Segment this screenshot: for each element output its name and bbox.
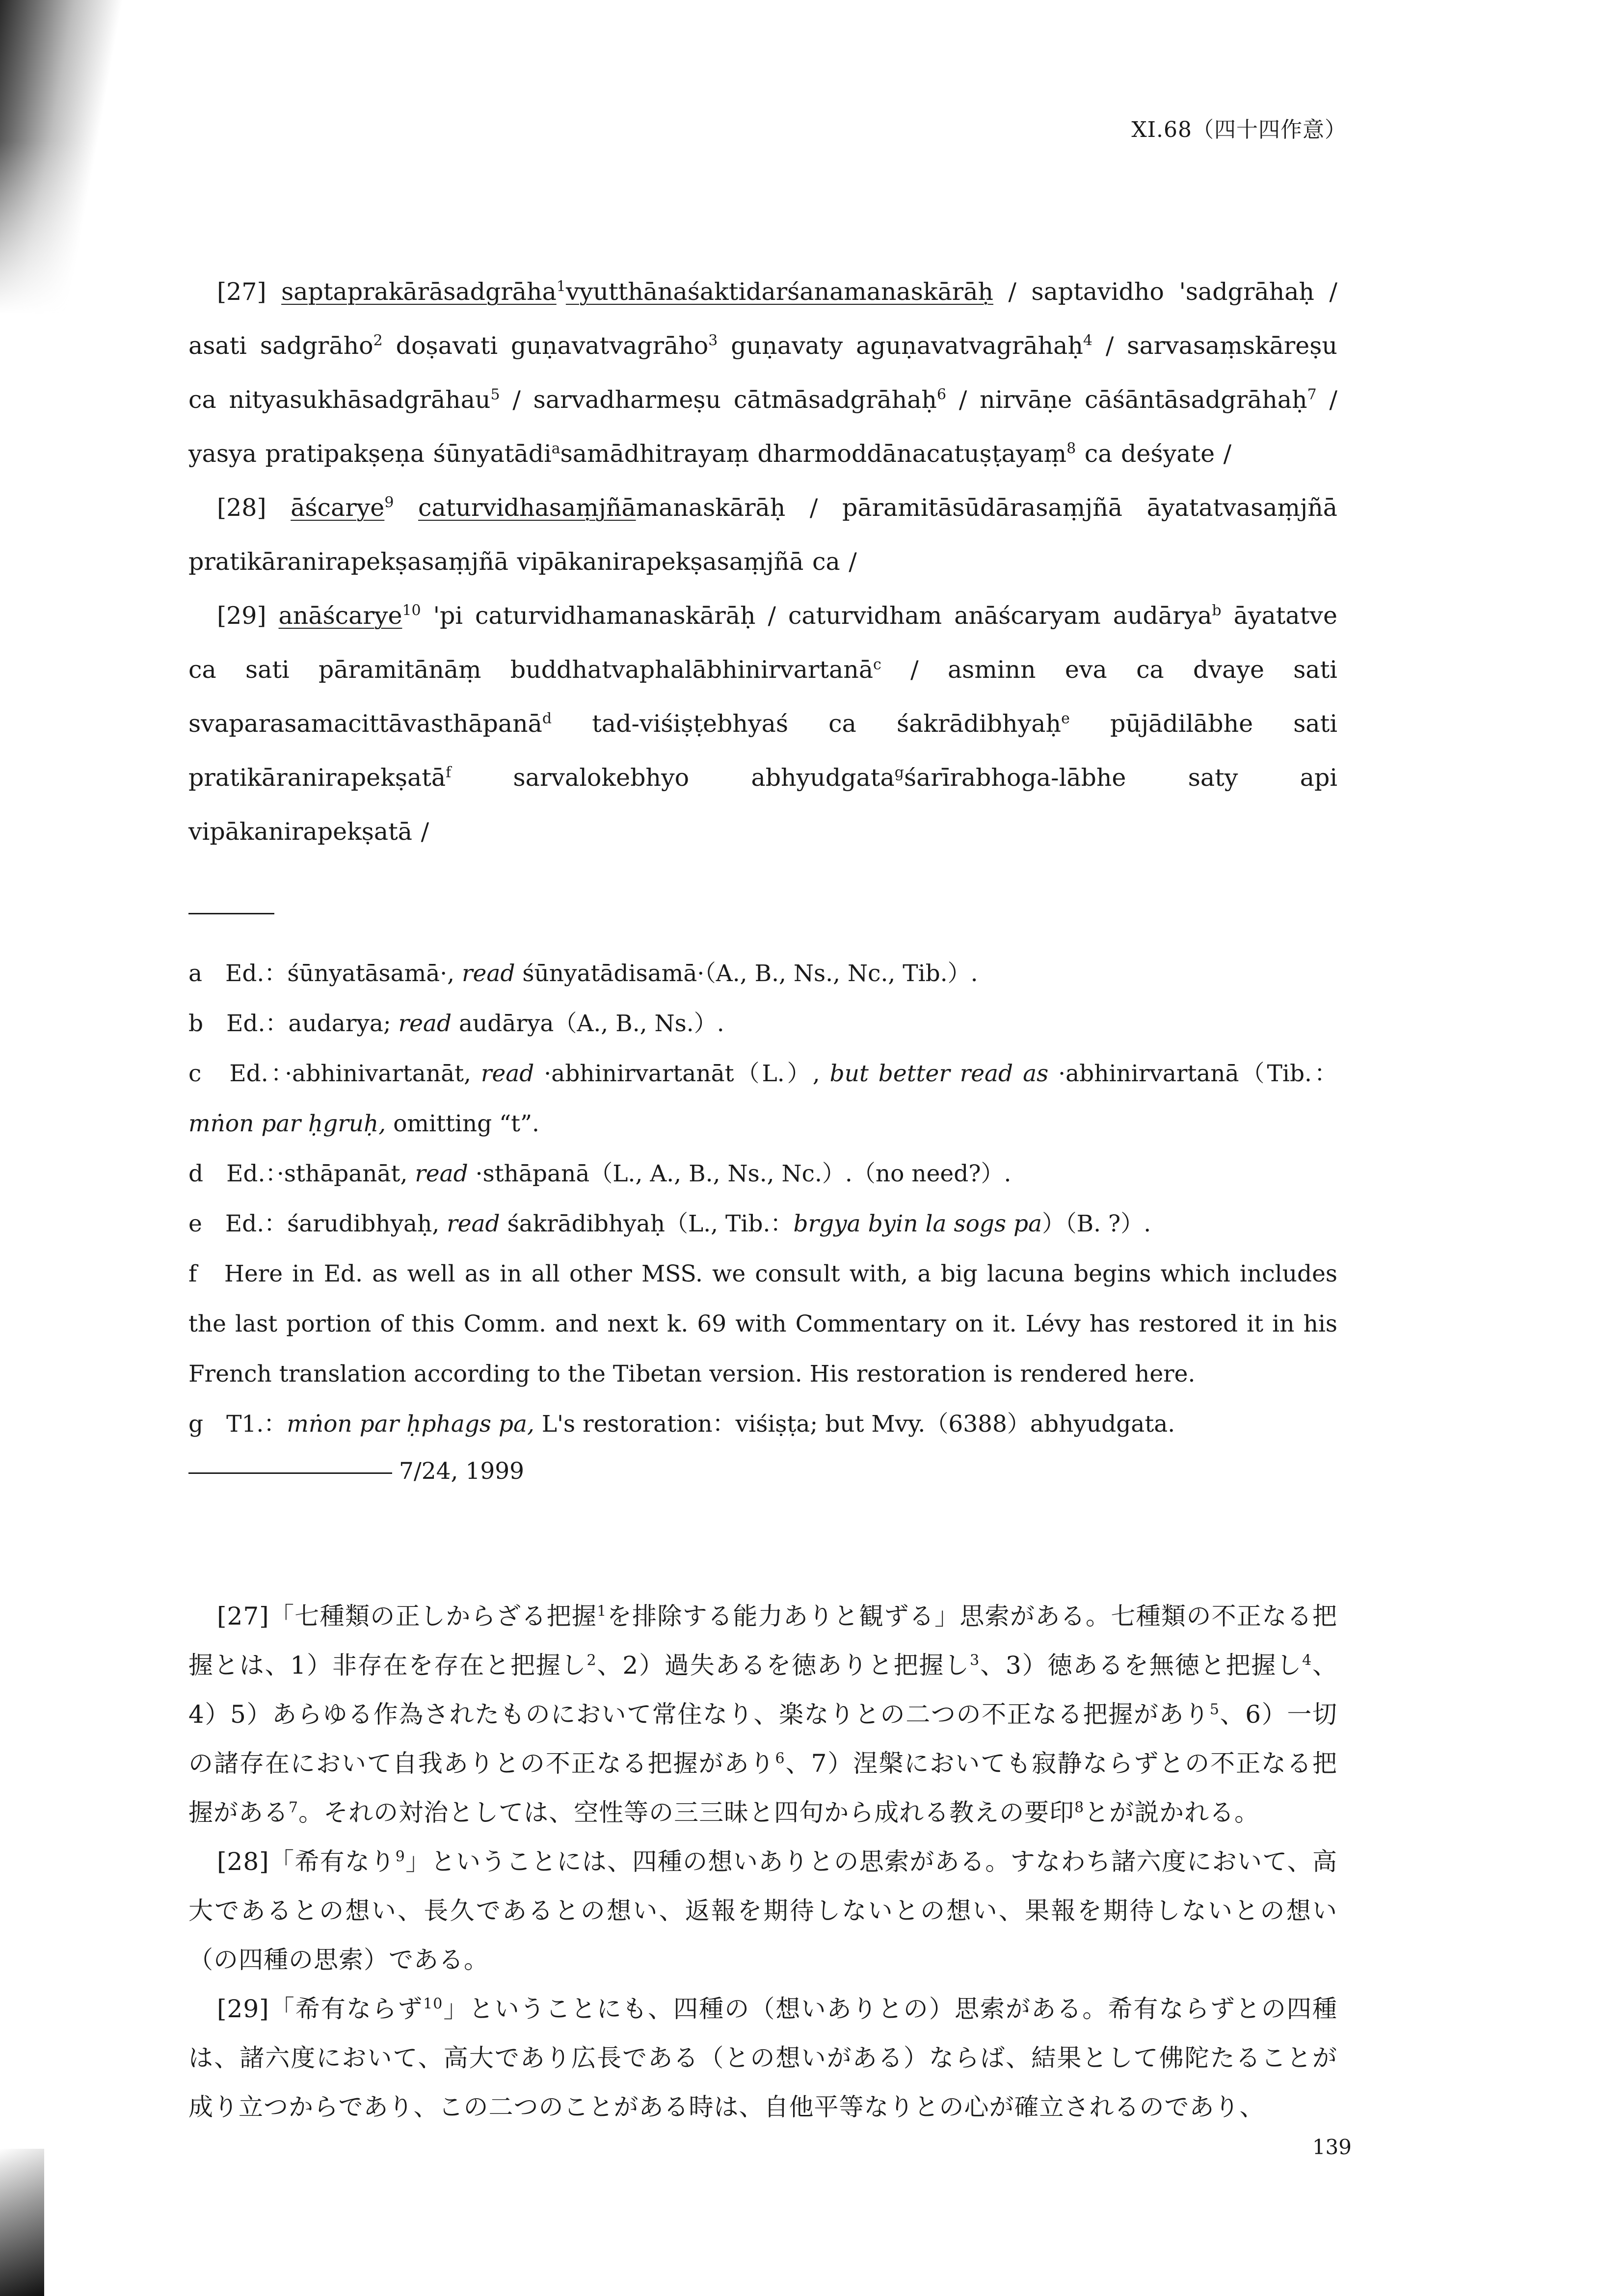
note-ref: 7 [289,1799,299,1816]
text-run: を排除する能力ありと観ずる」思索がある。七種類の不正なる把握とは、1）非存在を存在と把握し [188,1602,1337,1680]
footnote-divider [188,913,274,914]
text-run: āyatatve ca sati pāramitānāṃ buddhatvaphalābhinirvartanā [188,602,1337,684]
italic-run: read [415,1160,468,1187]
note-ref: 1 [556,278,566,295]
footnote-c [188,1049,1337,1149]
text-run: とが説かれる。 [1084,1798,1260,1827]
text-run: ca deśyate / [1076,440,1232,468]
note-ref: 4 [1083,332,1092,349]
note-ref: 3 [970,1652,980,1669]
text-run: ·abhinirvartanāt（L.）, [534,1060,830,1087]
note-ref: 5 [1209,1701,1220,1718]
sanskrit-paragraph-27 [188,265,1337,481]
text-run: / sarvadharmeṣu cātmāsadgrāhaḥ [500,386,937,414]
japanese-paragraph-29 [188,1984,1337,2132]
footnote-ref: f [446,764,452,781]
text-run: samādhitrayaṃ dharmoddānacatuṣṭayaṃ [560,440,1067,468]
note-ref: 5 [490,386,500,403]
text-run: / asminn eva ca dvaye sati svaparasamacittāvasthāpanā [188,656,1337,738]
text-run: L's restoration：viśiṣṭa; but Mvy.（6388）abhyudgata. [534,1411,1175,1438]
note-ref: 9 [384,494,394,511]
text-run: [27]「七種類の正しからざる把握 [217,1602,597,1630]
underlined-term: anāścarye [278,602,402,630]
text-run: / nirvāṇe cāśāntāsadgrāhaḥ [946,386,1307,414]
text-run: g T1.： [188,1411,287,1438]
text-run: 」ということには、四種の想いありとの思索がある。すなわち諸六度において、高大であるとの想い、長久であるとの想い、返報を期待しないとの想い、果報を期待しないとの想い（の四種の思索）である。 [188,1847,1338,1974]
text-run: ）（B. ?）. [1042,1210,1151,1237]
paragraph-number: [27] [217,278,282,306]
text-run: [29]「希有ならず [217,1995,424,2023]
note-ref: 3 [708,332,718,349]
footnote-e [188,1199,1337,1249]
note-ref: 10 [423,1995,443,2013]
footnote-b [188,999,1337,1049]
note-ref: 8 [1074,1799,1085,1816]
note-ref: 4 [1302,1652,1312,1669]
text-run: 'pi caturvidhamanaskārāḥ / caturvidham anāścaryam audārya [421,602,1212,630]
scan-edge-shadow-bottom [0,2149,44,2296]
footnote-g [188,1399,1337,1449]
text-run: b Ed.：audarya; [188,1010,399,1037]
underlined-term: caturvidhasaṃjñā [418,494,636,522]
text-run: e Ed.：śarudibhyaḥ, [188,1210,447,1237]
note-ref: 6 [936,386,947,403]
text-run: d Ed.：·sthāpanāt, [188,1160,415,1187]
date-text: 7/24, 1999 [399,1458,525,1485]
footnote-ref: a [551,440,560,457]
paragraph-number: [28] [217,494,291,522]
text-run: 」ということにも、四種の（想いありとの）思索がある。希有ならずとの四種は、諸六度において、高大であり広長である（との想いがある）ならば、結果として佛陀たることが成り立つからであり、この二つのことがある時は、自他平等なりとの心が確立されるのであり、 [188,1995,1338,2121]
text-run: śakrādibhyaḥ（L., Tib.： [500,1210,794,1237]
italic-run: brgya byin la sogs pa [793,1210,1042,1237]
italic-run: mṅon par ḥgruḥ, [188,1110,386,1137]
footnote-ref: c [873,656,881,673]
note-ref: 7 [1307,386,1317,403]
sanskrit-paragraph-29 [188,589,1337,859]
note-ref: 10 [402,602,421,619]
running-head: XI.68（四十四作意） [1131,117,1347,142]
text-run: 、7）涅槃においても寂静ならずとの不正なる把握がある [188,1749,1338,1827]
text-run: 、3）徳あるを無徳と把握し [980,1651,1303,1680]
italic-run: read [447,1210,500,1237]
italic-run: but better read as [829,1060,1049,1087]
sanskrit-paragraph-28 [188,481,1337,589]
italic-run: read [480,1060,534,1087]
note-ref: 2 [373,332,383,349]
text-run: / sarvasaṃskāreṣu ca nityasukhāsadgrāhau [188,332,1337,414]
footnote-ref: b [1212,602,1222,619]
text-run: sarvalokebhyo abhyudgata [451,764,895,792]
text-run: [28]「希有なり [217,1847,396,1876]
text-run: omitting “t”. [386,1110,539,1137]
italic-run: read [462,960,515,987]
footnote-d [188,1149,1337,1199]
page-body [188,265,1337,2132]
note-ref: 2 [586,1652,597,1669]
japanese-paragraph-28 [188,1837,1337,1984]
scan-edge-shadow-top [0,0,142,314]
text-run: a Ed.：śūnyatāsamā·, [188,960,462,987]
text-run: c Ed.：·abhinivartanāt, [188,1060,481,1087]
footnote-ref: e [1061,710,1070,727]
text-run: 、2）過失あるを徳ありと把握し [596,1651,970,1680]
text-run: śarīrabhoga-lābhe saty api vipākanirapekṣatā / [188,764,1337,846]
paragraph-number: [29] [217,602,279,630]
note-ref: 1 [597,1602,607,1620]
text-run: ·abhinirvartanā（Tib.： [1048,1060,1337,1087]
footnote-ref: g [894,764,904,781]
note-ref: 8 [1066,440,1076,457]
underlined-term: saptaprakārāsadgrāha [281,278,557,306]
note-ref: 9 [395,1848,405,1866]
page-number: 139 [1312,2135,1352,2159]
text-run: doṣavati guṇavatvagrāho [382,332,709,360]
text-run [394,494,418,522]
text-run: 。それの対治としては、空性等の三三昧と四句から成れる教えの要印 [298,1798,1075,1827]
text-run: / yasya pratipakṣeṇa śūnyatādi [188,386,1337,468]
text-run: tad-viśiṣṭebhyaś ca śakrādibhyaḥ [552,710,1062,738]
footnote-ref: d [542,710,552,727]
text-run: pūjādilābhe sati pratikāranirapekṣatā [188,710,1337,792]
footnote-f: f Here in Ed. as well as in all other MSS. we consult with, a big lacuna begins which includes the last portion of this Comm. and next k. 69 with Commentary on it. Lévy has restored it in his French translation according to the Tibetan version. His restoration is rendered here. [188,1260,1337,1388]
underlined-term: vyutthānaśaktidarśanamanaskārāḥ [565,278,993,306]
date-rule [188,1472,392,1474]
text-run: audārya（A., B., Ns.）. [452,1010,724,1037]
text-run: 、6）一切の諸存在において自我ありとの不正なる把握があり [188,1700,1337,1778]
text-run: manaskārāḥ / pāramitāsūdārasaṃjñā āyatatvasaṃjñā pratikāranirapekṣasaṃjñā vipākanirapekṣasaṃjñā ca / [188,494,1337,576]
date-line [188,1449,1337,1494]
footnote-a [188,949,1337,999]
italic-run: mṅon par ḥphags pa, [287,1411,534,1438]
note-ref: 6 [775,1750,785,1767]
text-run: 、4）5）あらゆる作為されたものにおいて常住なり、楽なりとの二つの不正なる把握があり [188,1651,1338,1729]
italic-run: read [398,1010,452,1037]
underlined-term: āścarye [291,494,385,522]
text-run: guṇavaty aguṇavatvagrāhaḥ [718,332,1083,360]
japanese-translation [188,1592,1337,2132]
text-run: śūnyatādisamā·（A., B., Ns., Nc., Tib.）. [515,960,978,987]
text-run: ·sthāpanā（L., A., B., Ns., Nc.）.（no need?）. [468,1160,1012,1187]
text-run: / saptavidho 'sadgrāhaḥ / asati sadgrāho [188,278,1337,360]
japanese-paragraph-27 [188,1592,1337,1837]
